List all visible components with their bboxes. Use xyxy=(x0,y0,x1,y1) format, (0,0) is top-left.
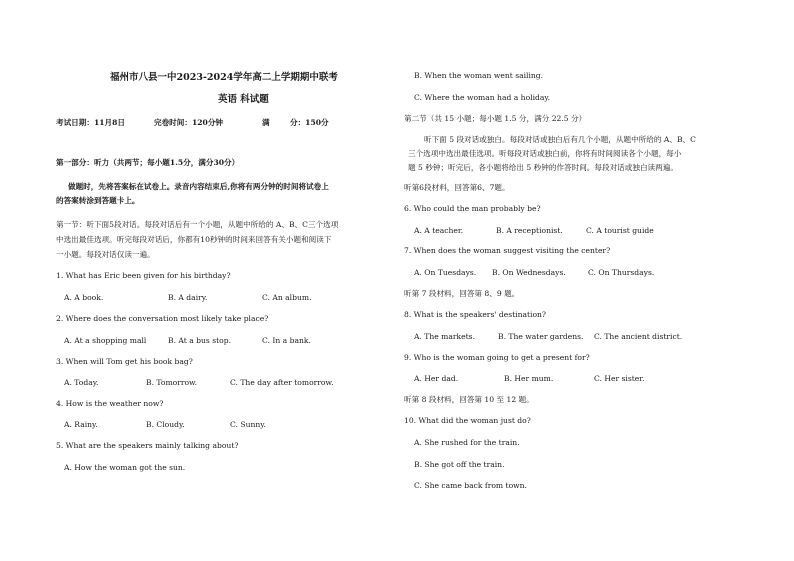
option-2a: A. At a shopping mall xyxy=(64,336,147,345)
option-8a: A. The markets. xyxy=(414,332,475,341)
section1-heading-end: 一小题。每段对话仅读一遍。 xyxy=(56,250,155,259)
section2-instruction-cont: 三个选项中选出最佳选项。听每段对话或独白前，你将有时间阅读各个小题，每小 xyxy=(408,149,682,158)
option-2b: B. At a bus stop. xyxy=(168,336,232,345)
option-5c: C. Where the woman had a holiday. xyxy=(414,93,551,102)
part1-instruction: 做题时，先将答案标在试卷上。录音内容结束后,你将有两分钟的时间将试卷上 xyxy=(68,182,329,191)
option-6b: B. A receptionist. xyxy=(496,226,563,235)
question-10: 10. What did the woman just do? xyxy=(404,416,531,425)
question-6: 6. Who could the man probably be? xyxy=(404,204,541,213)
option-6c: C. A tourist guide xyxy=(586,226,654,235)
option-7c: C. On Thursdays. xyxy=(588,268,655,277)
option-10a: A. She rushed for the train. xyxy=(414,438,520,447)
duration: 完卷时间：120分钟 xyxy=(154,118,224,127)
option-5a: A. How the woman got the sun. xyxy=(64,463,186,472)
option-1c: C. An album. xyxy=(262,293,312,302)
option-3b: B. Tomorrow. xyxy=(146,378,198,387)
part1-instruction-cont: 的答案转涂到答题卡上。 xyxy=(56,196,140,205)
option-5b: B. When the woman went sailing. xyxy=(414,71,544,80)
question-5: 5. What are the speakers mainly talking about? xyxy=(56,441,239,450)
question-7: 7. When does the woman suggest visiting the center? xyxy=(404,246,611,255)
question-9: 9. Who is the woman going to get a present for? xyxy=(404,353,590,362)
question-8: 8. What is the speakers' destination? xyxy=(404,310,547,319)
option-7a: A. On Tuesdays. xyxy=(414,268,477,277)
listen-segment-6: 听第6段材料，回答第6、7题。 xyxy=(404,183,510,192)
option-4a: A. Rainy. xyxy=(64,420,98,429)
option-2c: C. In a bank. xyxy=(262,336,311,345)
option-4c: C. Sunny. xyxy=(230,420,266,429)
question-3: 3. When will Tom get his book bag? xyxy=(56,357,193,366)
section1-heading-cont: 中选出最佳选项。听完每段对话后，你都有10秒钟的时间来回答有关小题和阅读下 xyxy=(56,235,332,244)
option-6a: A. A teacher. xyxy=(414,226,464,235)
section1-heading: 第一节：听下面5段对话。每段对话后有一个小题，从题中所给的 A、B、C三个选项 xyxy=(56,220,339,229)
exam-date: 考试日期：11月8日 xyxy=(56,118,126,127)
full-score-label: 满 xyxy=(262,118,270,127)
full-score: 分：150分 xyxy=(290,118,329,127)
option-1b: B. A dairy. xyxy=(168,293,208,302)
question-4: 4. How is the weather now? xyxy=(56,399,164,408)
section2-instruction: 听下面 5 段对话或独白。每段对话或独白后有几个小题，从题中所给的 A、B、C xyxy=(424,135,696,144)
question-1: 1. What has Eric been given for his birthday? xyxy=(56,271,231,280)
subject-title: 英语 科试题 xyxy=(218,94,269,105)
exam-title: 福州市八县一中2023-2024学年高二上学期期中联考 xyxy=(110,72,338,83)
option-9c: C. Her sister. xyxy=(594,374,645,383)
option-8c: C. The ancient district. xyxy=(594,332,683,341)
option-7b: B. On Wednesdays. xyxy=(492,268,566,277)
section2-instruction-end: 题 5 秒钟；听完后，各小题将给出 5 秒钟的作答时间。每段对话或独白读两遍。 xyxy=(408,163,678,172)
option-4b: B. Cloudy. xyxy=(146,420,185,429)
option-3c: C. The day after tomorrow. xyxy=(230,378,334,387)
option-9b: B. Her mum. xyxy=(504,374,554,383)
question-2: 2. Where does the conversation most likely take place? xyxy=(56,314,269,323)
option-1a: A. A book. xyxy=(64,293,104,302)
part1-heading: 第一部分：听力（共两节；每小题1.5分，满分30分） xyxy=(56,158,240,167)
option-9a: A. Her dad. xyxy=(414,374,459,383)
option-10c: C. She came back from town. xyxy=(414,481,527,490)
listen-segment-8: 听第 8 段材料，回答第 10 至 12 题。 xyxy=(404,395,534,404)
option-8b: B. The water gardens. xyxy=(498,332,584,341)
listen-segment-7: 听第 7 段材料，回答第 8、9 题。 xyxy=(404,289,520,298)
option-10b: B. She got off the train. xyxy=(414,460,505,469)
option-3a: A. Today. xyxy=(64,378,99,387)
section2-heading: 第二节（共 15 小题；每小题 1.5 分，满分 22.5 分） xyxy=(404,114,587,123)
